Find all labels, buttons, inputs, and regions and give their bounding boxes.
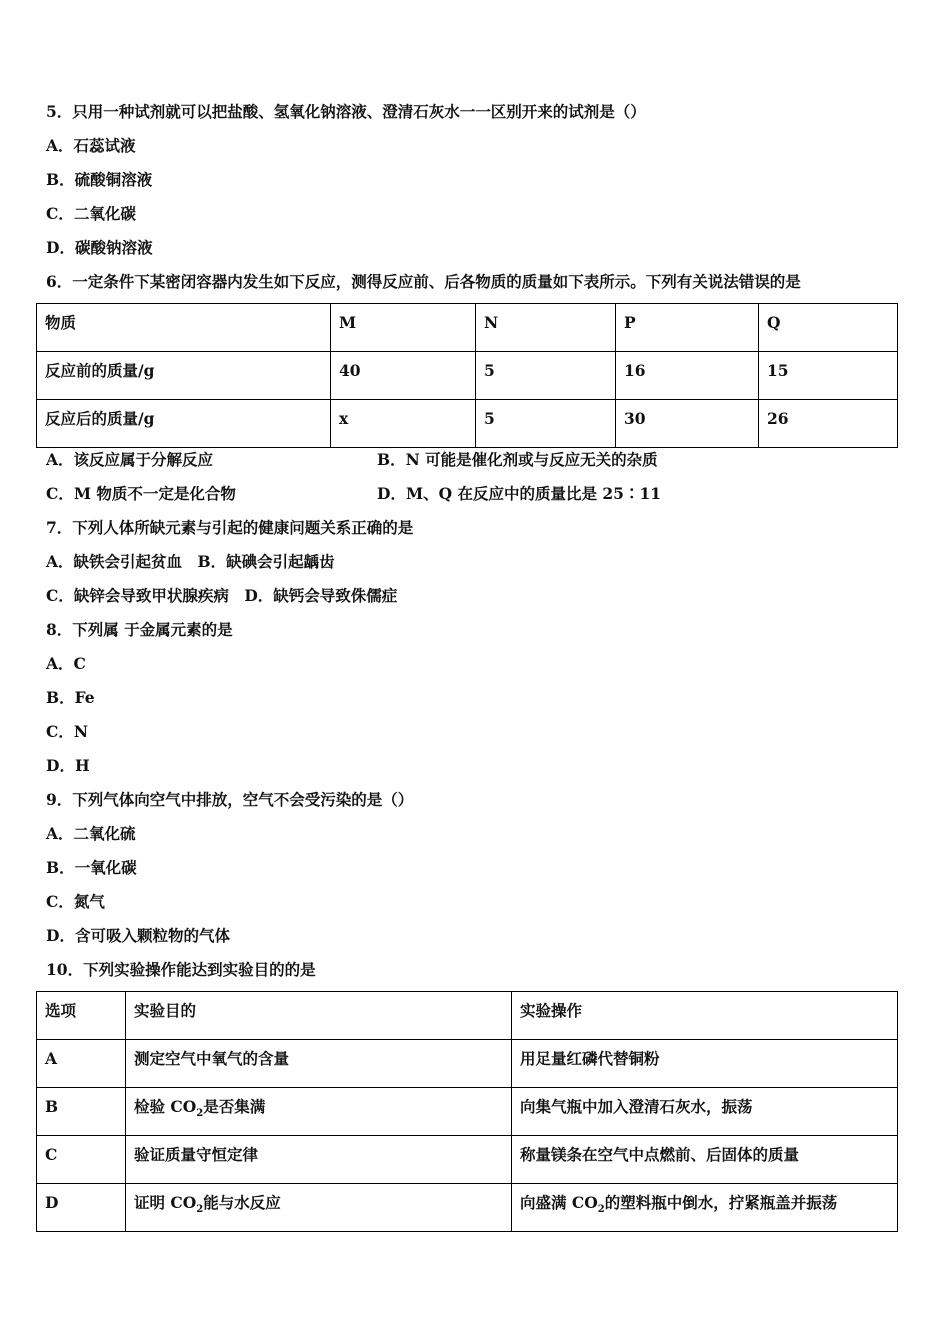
q7-options-cd: C．缺锌会导致甲状腺疾病 D．缺钙会导致侏儒症: [46, 586, 398, 605]
q6-option-d: D．M、Q 在反应中的质量比是 25∶11: [377, 484, 662, 503]
table-row: [37, 352, 898, 400]
operation-cell: 称量镁条在空气中点燃前、后固体的质量: [512, 1136, 898, 1184]
q6-stem: 6．一定条件下某密闭容器内发生如下反应，测得反应前、后各物质的质量如下表所示。下列有关说法错误的是: [46, 272, 801, 291]
goal-cell: 验证质量守恒定律: [126, 1136, 512, 1184]
q9-stem: 9．下列气体向空气中排放，空气不会受污染的是（）: [46, 790, 414, 809]
table-cell: 反应前的质量/g: [37, 352, 331, 400]
q6-mass-table: [36, 303, 898, 448]
q10-stem: 10．下列实验操作能达到实验目的的是: [46, 960, 316, 979]
q5-option-c: C．二氧化碳: [46, 204, 136, 223]
operation-cell: 向集气瓶中加入澄清石灰水，振荡: [512, 1088, 898, 1136]
table-cell: 15: [759, 352, 898, 400]
q5-option-d: D．碳酸钠溶液: [46, 238, 153, 257]
table-row: [37, 1088, 898, 1136]
option-cell: A: [37, 1040, 126, 1088]
table-row: [37, 304, 898, 352]
q5-stem: 5．只用一种试剂就可以把盐酸、氢氧化钠溶液、澄清石灰水一一区别开来的试剂是（）: [46, 102, 646, 121]
table-cell: P: [616, 304, 759, 352]
q6-option-b: B．N 可能是催化剂或与反应无关的杂质: [377, 450, 658, 469]
q8-option-c: C．N: [46, 722, 89, 741]
table-cell: 26: [759, 400, 898, 448]
q8-stem: 8．下列属 于金属元素的是: [46, 620, 233, 639]
header-cell-goal: 实验目的: [126, 992, 512, 1040]
table-cell: Q: [759, 304, 898, 352]
table-cell: 5: [476, 352, 616, 400]
table-cell: N: [476, 304, 616, 352]
table-row: [37, 1184, 898, 1232]
header-cell-operation: 实验操作: [512, 992, 898, 1040]
table-cell: 16: [616, 352, 759, 400]
q10-experiment-table: [36, 991, 898, 1232]
q8-option-b: B．Fe: [46, 688, 95, 707]
q9-option-d: D．含可吸入颗粒物的气体: [46, 926, 230, 945]
table-header-row: [37, 992, 898, 1040]
operation-cell: 用足量红磷代替铜粉: [512, 1040, 898, 1088]
table-row: [37, 400, 898, 448]
q6-options-row-2: [46, 484, 236, 504]
q5-option-b: B．硫酸铜溶液: [46, 170, 153, 189]
q9-option-a: A．二氧化硫: [46, 824, 136, 843]
q7-options-ab: A．缺铁会引起贫血 B．缺碘会引起龋齿: [46, 552, 335, 571]
table-row: [37, 1040, 898, 1088]
q5-option-a: A．石蕊试液: [46, 136, 136, 155]
goal-cell: 证明 $CO_2$能与水反应: [126, 1184, 512, 1232]
table-cell: 30: [616, 400, 759, 448]
q8-option-a: A．C: [46, 654, 86, 673]
table-cell: 40: [331, 352, 476, 400]
table-cell: 反应后的质量/g: [37, 400, 331, 448]
q9-option-b: B．一氧化碳: [46, 858, 137, 877]
q9-option-c: C．氮气: [46, 892, 105, 911]
q7-stem: 7．下列人体所缺元素与引起的健康问题关系正确的是: [46, 518, 414, 537]
goal-cell: 检验 $CO_2$是否集满: [126, 1088, 512, 1136]
operation-cell: 向盛满 $CO_2$的塑料瓶中倒水，拧紧瓶盖并振荡: [512, 1184, 898, 1232]
header-cell-option: 选项: [37, 992, 126, 1040]
q6-option-c: C．M 物质不一定是化合物: [46, 484, 236, 503]
q8-option-d: D．H: [46, 756, 90, 775]
option-cell: B: [37, 1088, 126, 1136]
table-cell: x: [331, 400, 476, 448]
option-cell: C: [37, 1136, 126, 1184]
table-cell: M: [331, 304, 476, 352]
q6-option-a: A．该反应属于分解反应: [46, 450, 214, 469]
q6-options-row-1: [46, 450, 213, 470]
table-row: [37, 1136, 898, 1184]
goal-cell: 测定空气中氧气的含量: [126, 1040, 512, 1088]
table-cell: 5: [476, 400, 616, 448]
table-cell: 物质: [37, 304, 331, 352]
option-cell: D: [37, 1184, 126, 1232]
